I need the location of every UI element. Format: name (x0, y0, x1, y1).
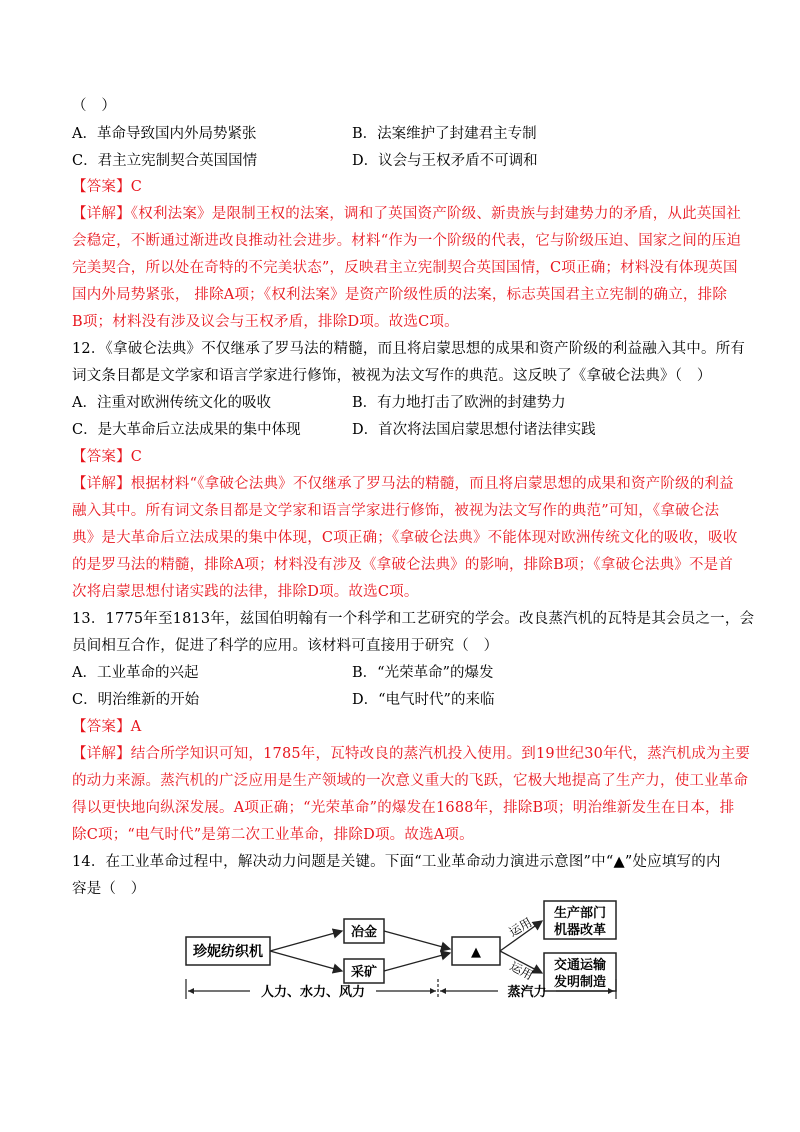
q12-stem-line: 12．《拿破仑法典》不仅继承了罗马法的精髓，而且将启蒙思想的成果和资产阶级的利益融入其中。所有 (72, 341, 746, 357)
q13-stem-line: 员间相互合作，促进了科学的应用。该材料可直接用于研究（ ） (72, 638, 499, 654)
q11-option-b: B．法案维护了封建君主专制 (352, 126, 537, 142)
arrow-bottom-label: 运用 (507, 959, 536, 983)
right-bottom-line: 交通运输 (553, 958, 607, 973)
q13-answer: 【答案】A (72, 719, 142, 735)
q13-detail-line: 除C项；“电气时代”是第二次工业革命，排除D项。故选A项。 (72, 827, 474, 843)
q13-option-c: C．明治维新的开始 (72, 692, 200, 708)
q12-detail-line: 次将启蒙思想付诸实践的法律，排除D项。故选C项。 (72, 584, 419, 600)
q12-detail-line: 典》是大革命后立法成果的集中体现，C项正确；《拿破仑法典》不能体现对欧洲传统文化的吸收，吸收 (72, 530, 738, 546)
q13-detail-line: 的动力来源。蒸汽机的广泛应用是生产领域的一次意义重大的飞跃，它极大地提高了生产力，使工业革命 (72, 773, 749, 789)
q11-option-d: D．议会与王权矛盾不可调和 (352, 153, 538, 169)
q12-stem-line: 词文条目都是文学家和语言学家进行修饰，被视为法文写作的典范。这反映了《拿破仑法典》（ ） (72, 368, 712, 384)
q13-stem-line: 13．1775年至1813年，兹国伯明翰有一个科学和工艺研究的学会。改良蒸汽机的瓦特是其会员之一，会 (72, 611, 755, 627)
right-top-line: 机器改革 (553, 923, 607, 938)
q11-detail-line: 【详解】《权利法案》是限制王权的法案，调和了英国资产阶级、新贵族与封建势力的矛盾，从此英国社 (72, 206, 741, 222)
q12-option-c: C．是大革命后立法成果的集中体现 (72, 422, 301, 438)
q11-detail-line: 完美契合，所以处在奇特的不完美状态”，反映君主立宪制契合英国国情，C项正确；材料没有体现英国 (72, 260, 738, 276)
center-label: ▲ (471, 945, 481, 960)
q13-option-d: D．“电气时代”的来临 (352, 692, 495, 708)
span-right-label: 蒸汽力 (507, 985, 547, 1000)
right-top-line: 生产部门 (553, 906, 607, 921)
q11-detail-line: 会稳定，不断通过渐进改良推动社会进步。材料“作为一个阶级的代表，它与阶级压迫、国家之间的压迫 (72, 233, 742, 249)
q12-option-a: A．注重对欧洲传统文化的吸收 (72, 395, 271, 411)
q11-stem-tail: （ ） (72, 98, 117, 114)
q11-detail-line: B项；材料没有涉及议会与王权矛盾，排除D项。故选C项。 (72, 314, 459, 330)
q13-option-b: B．“光荣革命”的爆发 (352, 665, 494, 681)
arrow-top-label: 运用 (506, 915, 535, 940)
q13-option-a: A．工业革命的兴起 (72, 665, 199, 681)
q12-answer: 【答案】C (72, 449, 143, 465)
q12-detail-line: 的是罗马法的精髓，排除A项；材料没有涉及《拿破仑法典》的影响，排除B项；《拿破仑法典》不是首 (72, 557, 734, 573)
q11-option-c: C．君主立宪制契合英国国情 (72, 153, 258, 169)
q12-detail-line: 【详解】根据材料“《拿破仑法典》不仅继承了罗马法的精髓，而且将启蒙思想的成果和资产阶级的利益 (72, 476, 734, 492)
q11-answer: 【答案】C (72, 179, 143, 195)
q14-stem-line: 容是（ ） (72, 881, 146, 897)
q11-detail-line: 国内外局势紧张， 排除A项；《权利法案》是资产阶级性质的法案，标志英国君主立宪制的确立，排除 (72, 287, 728, 303)
mid-bottom-label: 采矿 (350, 965, 378, 980)
start-label: 珍妮纺织机 (193, 944, 263, 960)
q11-option-a: A．革命导致国内外局势紧张 (72, 126, 257, 142)
q12-option-b: B．有力地打击了欧洲的封建势力 (352, 395, 566, 411)
q12-option-d: D．首次将法国启蒙思想付诸法律实践 (352, 422, 596, 438)
power-evolution-diagram (180, 895, 630, 1005)
right-bottom-line: 发明制造 (553, 975, 607, 990)
mid-top-label: 冶金 (350, 925, 378, 940)
span-left-label: 人力、水力、风力 (260, 985, 366, 1000)
q12-detail-line: 融入其中。所有词文条目都是文学家和语言学家进行修饰，被视为法文写作的典范”可知，《拿破仑法 (72, 503, 720, 519)
q14-stem-line: 14．在工业革命过程中，解决动力问题是关键。下面“工业革命动力演进示意图”中“▲”处应填写的内 (72, 854, 721, 870)
q13-detail-line: 得以更快地向纵深发展。A项正确；“光荣革命”的爆发在1688年，排除B项；明治维新发生在日本，排 (72, 800, 735, 816)
q13-detail-line: 【详解】结合所学知识可知，1785年，瓦特改良的蒸汽机投入使用。到19世纪30年代，蒸汽机成为主要 (72, 746, 751, 762)
